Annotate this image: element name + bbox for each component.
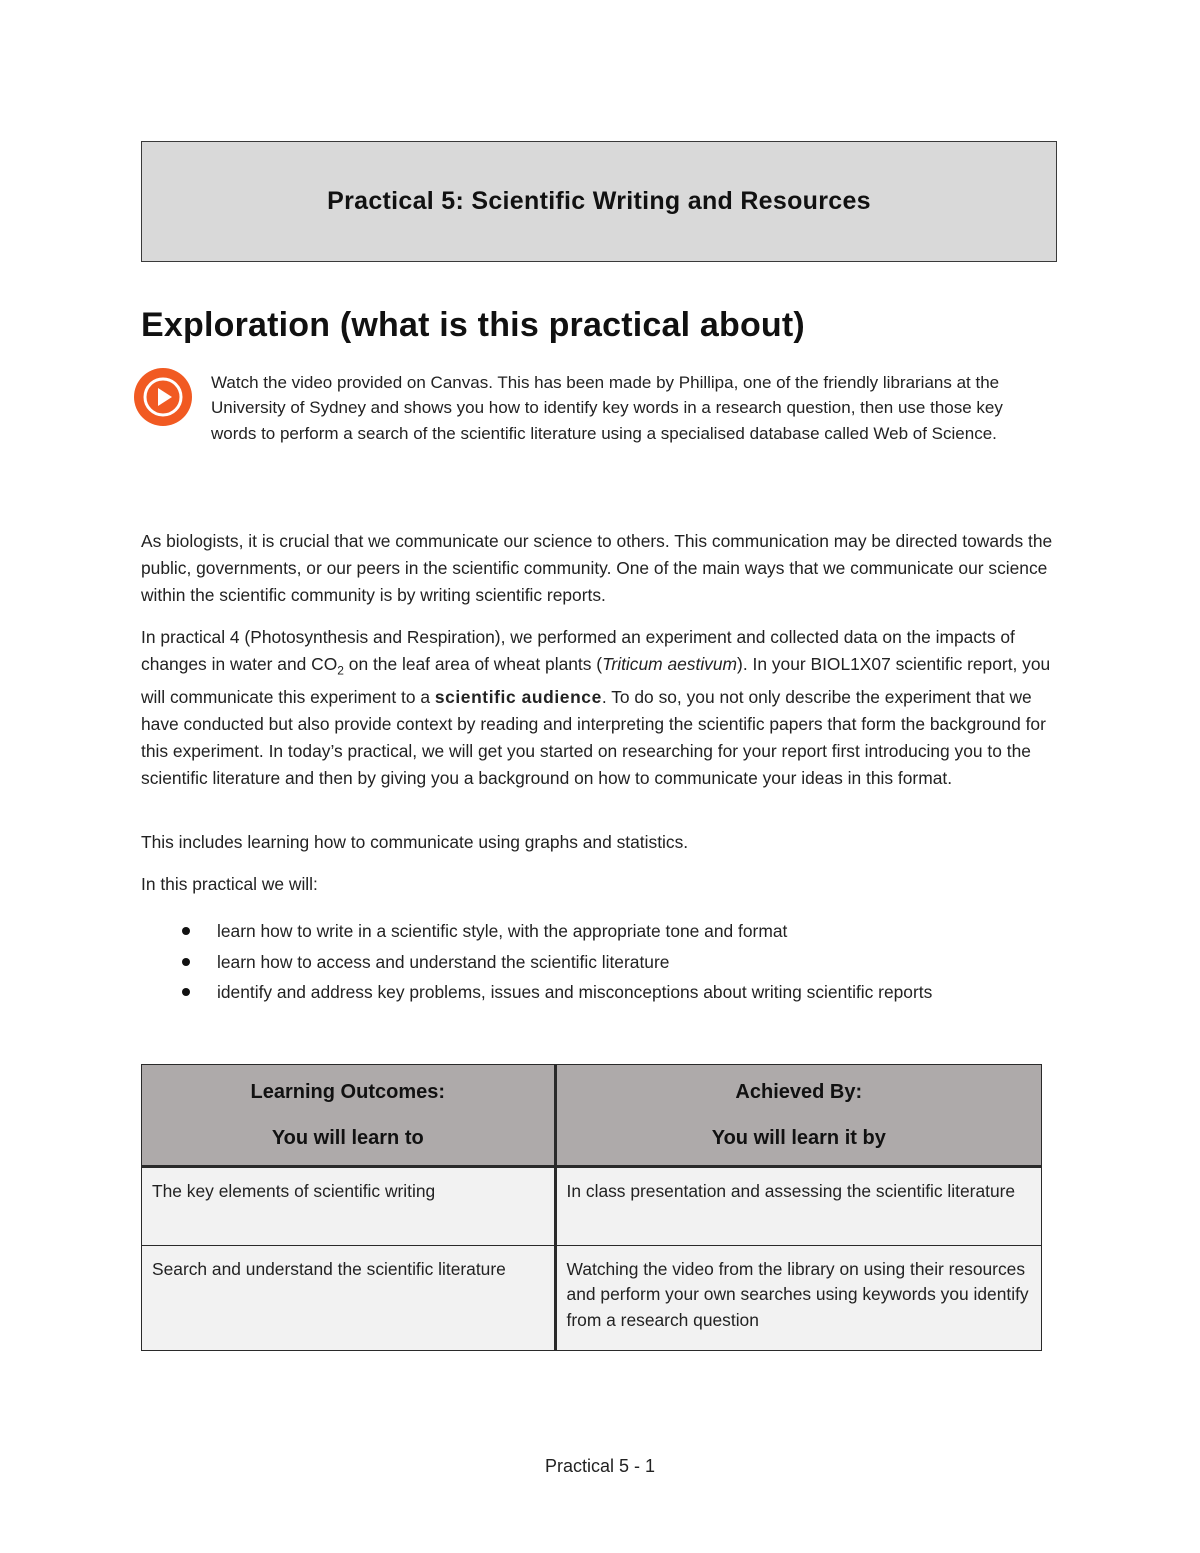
header-line: Learning Outcomes: (250, 1081, 446, 1103)
bullet-icon (182, 958, 190, 966)
play-circle-icon[interactable] (134, 368, 192, 426)
paragraph-text: . To do so, you not only describe the experiment that we have conducted but also provide context by reading and interpreting the scientific papers that form the background for this experiment. In today’s practical, we will get you started on researching for your report first introducing you to the scientific literature and then by giving you a background on how to communicate your ideas in this format. (141, 687, 1046, 789)
list-item-text: learn how to write in a scientific style, with the appropriate tone and format (217, 921, 788, 941)
table-cell-outcome: Search and understand the scientific literature (142, 1246, 556, 1351)
table-cell-achieved: Watching the video from the library on using their resources and perform your own searches using keywords you identify from a research question (555, 1246, 1041, 1351)
bullet-icon (182, 988, 190, 996)
emphasis-text: scientific audience (434, 687, 602, 708)
list-item (141, 918, 1061, 949)
list-item-text: learn how to access and understand the scientific literature (217, 951, 670, 972)
page-footer: Practical 5 - 1 (544, 1456, 656, 1476)
video-instructions: Watch the video provided on Canvas. This has been made by Phillipa, one of the friendly librarians at the University of Sydney and shows you how to identify key words in a research question, then use those key words to perform a search of the scientific literature using a specialised database called Web of Science. (211, 373, 1003, 443)
objectives-list (141, 918, 1061, 1010)
header-line: You will learn to (271, 1127, 424, 1149)
table-cell-achieved: In class presentation and assessing the scientific literature (555, 1167, 1041, 1246)
paragraph-text: ). In your BIOL1X07 scientific report, you will communicate this experiment to a (141, 654, 1051, 708)
section-heading: Exploration (what is this practical about) (141, 306, 805, 344)
list-item (141, 949, 1061, 980)
table-header-outcomes (142, 1065, 556, 1167)
header-line: Achieved By: (735, 1081, 863, 1103)
table-cell-outcome: The key elements of scientific writing (142, 1167, 556, 1246)
intro-paragraph: As biologists, it is crucial that we communicate our science to others. This communication may be directed towards the public, governments, or our peers in the scientific community. One of the main ways that we communicate our science within the scientific community is by writing scientific reports. (141, 531, 1053, 605)
co2-subscript: 2 (337, 663, 344, 678)
practical-paragraph (141, 624, 1061, 792)
learning-outcomes-table (141, 1064, 1042, 1351)
species-name: Triticum aestivum (602, 654, 738, 674)
paragraph-text: In practical 4 (Photosynthesis and Respiration), we performed an experiment and collected data on the impacts of changes in water and CO (141, 627, 1015, 674)
graphs-paragraph: This includes learning how to communicate using graphs and statistics. (141, 832, 689, 852)
table-row (142, 1246, 1042, 1351)
document-title: Practical 5: Scientific Writing and Resources (327, 187, 871, 215)
table-header-row (142, 1065, 1042, 1167)
table-header-achieved (555, 1065, 1041, 1167)
table-row (142, 1167, 1042, 1246)
paragraph-text: on the leaf area of wheat plants ( (343, 654, 603, 674)
list-item (141, 979, 1061, 1010)
list-intro: In this practical we will: (141, 874, 318, 894)
bullet-icon (182, 927, 190, 935)
list-item-text: identify and address key problems, issues and misconceptions about writing scientific reports (217, 982, 933, 1002)
header-line: You will learn it by (711, 1127, 886, 1149)
title-box (141, 141, 1057, 262)
